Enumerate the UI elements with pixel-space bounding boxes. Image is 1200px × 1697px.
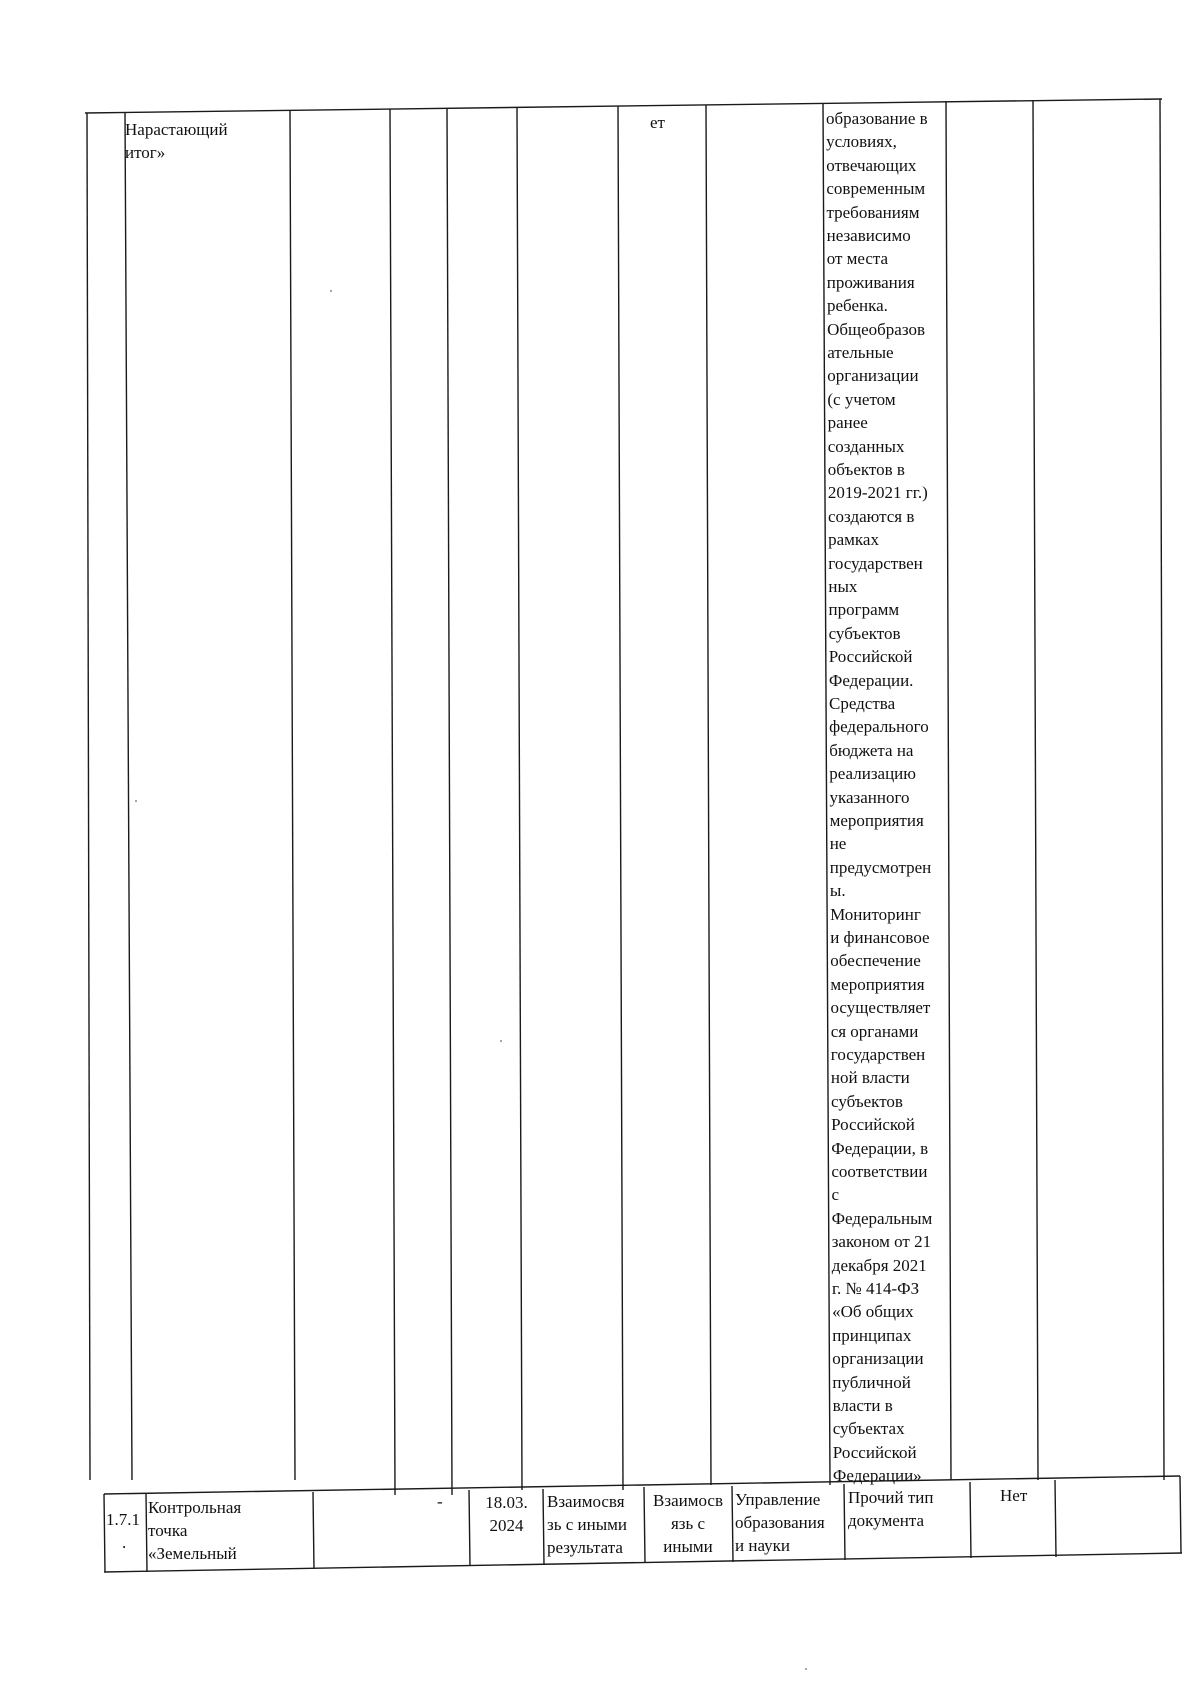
row1-comment-line: указанного — [829, 787, 910, 807]
row1-comment-line: проживания — [826, 272, 915, 292]
row1-comment-line: принципах — [832, 1325, 912, 1345]
row1-comment-line: Федеральным — [831, 1208, 933, 1228]
row1-comment-line: декабря 2021 — [831, 1255, 927, 1275]
row1-comment-line: государствен — [828, 553, 923, 573]
row1-comment-line: отвечающих — [826, 155, 917, 175]
row1-comment-line: Федерации» — [832, 1466, 922, 1486]
row1-comment-line: соответствии — [831, 1162, 928, 1181]
row1-comment-line: публичной — [832, 1372, 911, 1392]
row1-name-line1: Нарастающий — [125, 120, 228, 139]
row2-relation-other-3: иными — [663, 1537, 713, 1556]
row1-comment-line: условиях, — [826, 132, 897, 152]
row1-comment-line: современным — [826, 179, 926, 199]
row2-dash: - — [437, 1492, 443, 1511]
row1-comment-line: субъектов — [828, 623, 901, 643]
row2-responsible-3: и науки — [735, 1536, 790, 1555]
row1-comment-line: требованиям — [826, 202, 920, 222]
row2-relation-result-3: результата — [547, 1538, 623, 1557]
row1-comment-line: государствен — [830, 1045, 926, 1064]
row1-comment-line: власти в — [832, 1396, 893, 1415]
row2-date-line2: 2024 — [489, 1516, 524, 1535]
row1-comment-line: Общеобразов — [827, 319, 925, 339]
row1-comment-line: ы. — [829, 881, 846, 901]
row2-doc-type-1: Прочий тип — [848, 1488, 934, 1507]
row1-comment-line: организации — [827, 366, 919, 386]
row1-comment-line: предусмотрен — [829, 857, 932, 877]
row1-comment-line: ных — [828, 577, 858, 596]
row1-comment-line: от места — [826, 249, 889, 269]
row1-comment-line: создаются в — [828, 506, 915, 526]
row1-comment-line: Российской — [832, 1442, 917, 1462]
row1-type-tail: ет — [650, 113, 665, 132]
row2-relation-other-1: Взаимосв — [653, 1491, 723, 1510]
row1-comment-line: федерального — [829, 717, 929, 737]
row1-comment-line: Российской — [831, 1115, 915, 1135]
row1-comment-line: субъектах — [832, 1419, 905, 1439]
row1-comment-line: ательные — [827, 343, 894, 362]
row1-comment-line: законом от 21 — [831, 1232, 932, 1252]
row2-number: 1.7.1 — [106, 1510, 140, 1529]
row2-responsible-2: образования — [735, 1513, 825, 1532]
row2-relation-result-1: Взаимосвя — [547, 1492, 625, 1511]
row1-comment-line: (с учетом — [827, 389, 896, 409]
row1-comment-line: созданных — [827, 436, 905, 456]
row2-name-line1: Контрольная — [148, 1498, 242, 1517]
row1-comment-line: реализацию — [829, 764, 916, 784]
row1-comment-line: г. № 414-ФЗ — [832, 1279, 920, 1298]
row1-comment-line: Средства — [829, 694, 896, 713]
row1-comment-line: мероприятия — [830, 974, 925, 994]
row1-comment-line: обеспечение — [830, 951, 921, 971]
row1-comment-line: мероприятия — [829, 811, 924, 830]
row2-date-line1: 18.03. — [485, 1493, 528, 1512]
row1-comment-line: ребенка. — [827, 296, 888, 316]
scan-speck — [330, 290, 332, 292]
row1-comment-line: программ — [828, 600, 900, 620]
row1-comment-line: независимо — [826, 226, 911, 245]
row1-comment-line: 2019-2021 гг.) — [827, 483, 928, 503]
row1-comment-line: с — [831, 1185, 840, 1205]
row1-comment-line: ся органами — [830, 1021, 919, 1041]
row1-comment-line: ной власти — [830, 1068, 910, 1088]
row1-comment-line: ранее — [827, 413, 868, 433]
row1-name-line2: итог» — [125, 143, 166, 162]
scan-speck — [805, 1668, 807, 1670]
row1-comment-line: рамках — [828, 530, 879, 550]
row1-comment-line: «Об общих — [832, 1302, 914, 1322]
row1-comment-line: Мониторинг — [830, 904, 921, 924]
row2-relation-other-2: язь с — [670, 1514, 706, 1533]
row2-relation-result-2: зь с иными — [547, 1515, 627, 1534]
row1-comment-line: Российской — [828, 647, 913, 667]
scan-speck — [500, 1040, 502, 1042]
row2-name-line3: «Земельный — [148, 1544, 237, 1563]
row2-doc-type-2: документа — [848, 1511, 925, 1530]
row1-comment-line: организации — [832, 1349, 924, 1369]
row1-comment-line: Федерации. — [828, 670, 914, 690]
row2-flag: Нет — [1000, 1486, 1028, 1505]
row1-comment-line: и финансовое — [830, 928, 930, 947]
row1-comment-line: бюджета на — [829, 740, 914, 760]
row1-comment-line: субъектов — [831, 1091, 903, 1111]
row2-name-line2: точка — [148, 1521, 188, 1540]
row1-comment-line: осуществляет — [830, 998, 931, 1018]
row1-comment-line: объектов в — [827, 460, 905, 479]
row1-comment-line: образование в — [826, 109, 928, 128]
row1-comment-line: не — [829, 834, 847, 854]
row2-number-dot: . — [122, 1533, 127, 1552]
row1-comment-line: Федерации, в — [831, 1138, 929, 1158]
row2-responsible-1: Управление — [735, 1490, 821, 1509]
scan-speck — [135, 800, 137, 802]
